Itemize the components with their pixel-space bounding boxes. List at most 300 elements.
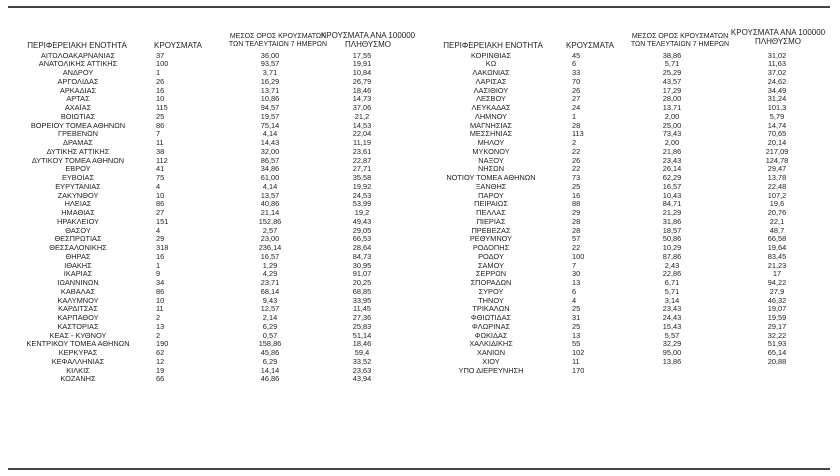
cases-cell: 102 bbox=[572, 348, 585, 357]
rate-cell: 21,23 bbox=[767, 260, 787, 270]
avg-cell: 15,43 bbox=[662, 321, 682, 331]
avg-cell: 236,14 bbox=[258, 243, 282, 252]
rate-cell: 26,79 bbox=[352, 76, 372, 86]
avg-cell: 152,86 bbox=[258, 216, 282, 226]
region-cell: ΛΑΣΙΘΙΟΥ bbox=[473, 85, 509, 95]
region-cell: ΒΟΡΕΙΟΥ ΤΟΜΕΑ ΑΘΗΝΩΝ bbox=[30, 120, 126, 130]
cases-cell: 112 bbox=[156, 155, 168, 165]
region-cell: ΚΑΣΤΟΡΙΑΣ bbox=[57, 321, 99, 331]
region-cell: ΠΡΕΒΕΖΑΣ bbox=[471, 225, 511, 235]
cases-cell: 29 bbox=[156, 234, 165, 244]
rate-cell: 22,87 bbox=[352, 155, 372, 165]
avg-cell: 38,86 bbox=[662, 50, 682, 60]
avg-cell: 158,86 bbox=[258, 339, 282, 349]
cases-cell: 12 bbox=[156, 356, 165, 366]
cases-cell: 22 bbox=[572, 243, 581, 252]
rate-cell: 24,62 bbox=[767, 76, 787, 86]
rate-cell: 29,47 bbox=[767, 164, 787, 174]
rate-cell: 43,94 bbox=[352, 374, 372, 384]
avg-cell: 26,14 bbox=[662, 164, 682, 174]
region-cell: ΘΕΣΠΡΩΤΙΑΣ bbox=[54, 234, 102, 244]
rate-cell: 35,58 bbox=[352, 173, 372, 182]
cases-cell: 28 bbox=[572, 120, 581, 130]
avg-cell: 2,43 bbox=[664, 260, 680, 270]
avg-cell: 23,43 bbox=[662, 304, 682, 314]
avg-cell: 3,14 bbox=[664, 295, 680, 305]
avg-cell: 43,57 bbox=[662, 76, 682, 86]
rate-cell: 84,73 bbox=[352, 251, 372, 261]
rate-cell: 25,83 bbox=[352, 321, 372, 331]
cases-cell: 37 bbox=[156, 50, 165, 60]
cases-cell: 38 bbox=[156, 146, 165, 156]
cases-cell: 19 bbox=[156, 365, 165, 375]
avg-cell: 23,71 bbox=[260, 278, 280, 287]
cases-cell: 10 bbox=[156, 94, 165, 104]
cases-cell: 86 bbox=[156, 286, 165, 296]
region-cell: ΚΑΡΠΑΘΟΥ bbox=[57, 313, 99, 322]
region-cell: ΧΑΝΙΩΝ bbox=[476, 348, 506, 357]
cases-cell: 2 bbox=[572, 138, 577, 147]
cases-cell: 7 bbox=[156, 129, 161, 139]
avg-cell: 50,86 bbox=[662, 234, 682, 244]
header-cases-right: ΚΡΟΥΣΜΑΤΑ bbox=[566, 41, 614, 50]
cases-cell: 13 bbox=[572, 330, 581, 340]
avg-cell: 25,29 bbox=[662, 68, 682, 77]
rate-cell: 20,88 bbox=[767, 356, 787, 366]
region-cell: ΑΡΤΑΣ bbox=[66, 94, 90, 104]
rate-cell: 29,17 bbox=[767, 321, 787, 331]
avg-cell: 28,00 bbox=[662, 94, 682, 104]
cases-cell: 4 bbox=[572, 295, 577, 305]
rate-cell: 20,76 bbox=[767, 208, 787, 217]
rate-cell: 19,6 bbox=[769, 199, 785, 209]
cases-cell: 25 bbox=[156, 111, 165, 121]
cases-cell: 30 bbox=[572, 269, 581, 279]
avg-cell: 61,00 bbox=[260, 173, 280, 182]
region-cell: ΧΙΟΥ bbox=[482, 356, 500, 366]
rate-cell: 18,46 bbox=[352, 339, 372, 349]
rate-cell: 31,02 bbox=[767, 50, 787, 60]
region-cell: ΚΕΝΤΡΙΚΟΥ ΤΟΜΕΑ ΑΘΗΝΩΝ bbox=[26, 339, 130, 349]
region-cell: ΛΕΣΒΟΥ bbox=[476, 94, 506, 104]
cases-cell: 34 bbox=[156, 278, 165, 287]
cases-cell: 16 bbox=[572, 190, 581, 200]
avg-cell: 14,14 bbox=[260, 365, 280, 375]
rate-cell: 70,65 bbox=[767, 129, 787, 139]
rate-cell: 51,14 bbox=[352, 330, 372, 340]
avg-cell: 1,29 bbox=[262, 260, 278, 270]
avg-cell: 62,29 bbox=[662, 173, 682, 182]
avg-cell: 6,29 bbox=[262, 321, 278, 331]
avg-cell: 16,29 bbox=[260, 76, 280, 86]
region-cell: ΑΙΤΩΛΟΑΚΑΡΝΑΝΙΑΣ bbox=[40, 50, 116, 60]
avg-cell: 17,29 bbox=[662, 85, 682, 95]
region-cell: ΛΑΚΩΝΙΑΣ bbox=[472, 68, 510, 77]
cases-cell: 86 bbox=[156, 199, 165, 209]
avg-cell: 3,71 bbox=[262, 68, 278, 77]
rate-cell: 17 bbox=[772, 269, 782, 279]
rate-cell: 23,63 bbox=[352, 365, 372, 375]
avg-cell: 9,43 bbox=[262, 295, 278, 305]
rate-cell: 101,3 bbox=[767, 103, 787, 112]
avg-cell: 16,57 bbox=[662, 181, 682, 191]
avg-cell: 6,71 bbox=[664, 278, 680, 287]
cases-cell: 70 bbox=[572, 76, 581, 86]
avg-cell: 45,86 bbox=[260, 348, 280, 357]
cases-cell: 25 bbox=[572, 321, 581, 331]
rate-cell: 24,53 bbox=[352, 190, 372, 200]
rate-cell: 11,19 bbox=[353, 138, 371, 147]
region-cell: ΗΛΕΙΑΣ bbox=[64, 199, 92, 209]
cases-cell: 26 bbox=[572, 85, 581, 95]
header-rate-line2: ΠΛΗΘΥΣΜΟ bbox=[754, 37, 802, 46]
rate-cell: 13,78 bbox=[767, 173, 787, 182]
region-cell: ΚΩ bbox=[485, 59, 497, 69]
avg-cell: 21,29 bbox=[662, 208, 682, 217]
cases-cell: 28 bbox=[572, 216, 581, 226]
rate-cell: 48,7 bbox=[769, 225, 785, 235]
rate-cell: 19,92 bbox=[352, 181, 372, 191]
region-cell: ΕΒΡΟΥ bbox=[65, 164, 91, 174]
region-cell: ΕΥΒΟΙΑΣ bbox=[61, 173, 95, 182]
region-cell: ΗΜΑΘΙΑΣ bbox=[61, 208, 95, 217]
avg-cell: 73,43 bbox=[662, 129, 682, 139]
cases-cell: 25 bbox=[572, 181, 581, 191]
cases-cell: 11 bbox=[156, 304, 164, 314]
rate-cell: 18,46 bbox=[352, 85, 372, 95]
cases-cell: 1 bbox=[156, 68, 161, 77]
rate-cell: 17,55 bbox=[352, 50, 372, 60]
region-cell: ΚΕΦΑΛΛΗΝΙΑΣ bbox=[51, 356, 105, 366]
cases-cell: 4 bbox=[156, 181, 161, 191]
cases-cell: 66 bbox=[156, 374, 165, 384]
right-table bbox=[420, 52, 840, 376]
cases-cell: 27 bbox=[156, 208, 165, 217]
cases-cell: 318 bbox=[156, 243, 169, 252]
region-cell: ΤΡΙΚΑΛΩΝ bbox=[472, 304, 510, 314]
avg-cell: 6,29 bbox=[262, 356, 278, 366]
region-cell: ΑΝΔΡΟΥ bbox=[62, 68, 94, 77]
cases-cell: 33 bbox=[572, 68, 581, 77]
region-cell: ΧΑΛΚΙΔΙΚΗΣ bbox=[469, 339, 513, 349]
cases-cell: 100 bbox=[572, 251, 585, 261]
region-cell: ΜΥΚΟΝΟΥ bbox=[472, 146, 510, 156]
header-avg-line1: ΜΕΣΟΣ ΟΡΟΣ ΚΡΟΥΣΜΑΤΩΝ bbox=[229, 33, 327, 40]
region-cell: ΔΥΤΙΚΗΣ ΑΤΤΙΚΗΣ bbox=[46, 146, 110, 156]
avg-cell: 2,00 bbox=[664, 138, 680, 147]
region-cell: ΙΩΑΝΝΙΝΩΝ bbox=[57, 278, 99, 287]
rate-cell: 14,53 bbox=[352, 120, 372, 130]
region-cell: ΡΕΘΥΜΝΟΥ bbox=[469, 234, 513, 244]
avg-cell: 34,86 bbox=[260, 164, 280, 174]
avg-cell: 10,86 bbox=[260, 94, 280, 104]
avg-cell: 23,00 bbox=[260, 234, 280, 244]
rate-cell: 33,95 bbox=[352, 295, 372, 305]
rate-cell: 30,95 bbox=[352, 260, 372, 270]
avg-cell: 13,71 bbox=[662, 103, 682, 112]
cases-cell: 62 bbox=[156, 348, 165, 357]
rate-cell: 59,4 bbox=[354, 348, 370, 357]
header-avg-line2: ΤΩΝ ΤΕΛΕΥΤΑΙΩΝ 7 ΗΜΕΡΩΝ bbox=[228, 41, 328, 48]
header-rate-left bbox=[318, 31, 418, 49]
region-cell: ΜΑΓΝΗΣΙΑΣ bbox=[470, 120, 512, 130]
header-cases-left: ΚΡΟΥΣΜΑΤΑ bbox=[154, 41, 202, 50]
rate-cell: 29,05 bbox=[352, 225, 372, 235]
rate-cell: 83,45 bbox=[767, 251, 787, 261]
cases-cell: 41 bbox=[156, 164, 165, 174]
region-cell: ΝΟΤΙΟΥ ΤΟΜΕΑ ΑΘΗΝΩΝ bbox=[446, 173, 536, 182]
header-region-right: ΠΕΡΙΦΕΡΕΙΑΚΗ ΕΝΟΤΗΤΑ bbox=[443, 41, 543, 50]
region-cell: ΑΧΑΪΑΣ bbox=[64, 103, 92, 112]
rate-cell: 37,06 bbox=[352, 103, 372, 112]
rate-cell: 27,71 bbox=[352, 164, 372, 174]
left-table bbox=[0, 52, 420, 385]
region-cell: ΦΩΚΙΔΑΣ bbox=[474, 330, 508, 340]
rate-cell: 19,91 bbox=[352, 59, 372, 69]
rate-cell: 19,64 bbox=[767, 243, 787, 252]
rate-cell: 217,09 bbox=[765, 146, 789, 156]
avg-cell: 94,57 bbox=[260, 103, 280, 112]
region-cell: ΘΑΣΟΥ bbox=[65, 225, 91, 235]
region-cell: ΑΡΚΑΔΙΑΣ bbox=[59, 85, 97, 95]
cases-cell: 31 bbox=[572, 313, 581, 322]
region-cell: ΑΝΑΤΟΛΙΚΗΣ ΑΤΤΙΚΗΣ bbox=[38, 59, 118, 69]
cases-cell: 45 bbox=[572, 50, 581, 60]
region-cell: ΝΑΞΟΥ bbox=[478, 155, 504, 165]
region-cell: ΚΟΖΑΝΗΣ bbox=[60, 374, 96, 384]
avg-cell: 22,86 bbox=[662, 269, 682, 279]
region-cell: ΜΗΛΟΥ bbox=[477, 138, 505, 147]
avg-cell: 32,29 bbox=[662, 339, 682, 349]
region-cell: ΤΗΝΟΥ bbox=[478, 295, 504, 305]
rate-cell: 31,24 bbox=[767, 94, 787, 104]
header-avg-left bbox=[226, 33, 330, 49]
cases-cell: 113 bbox=[572, 129, 584, 139]
avg-cell: 23,43 bbox=[662, 155, 682, 165]
avg-cell: 2,00 bbox=[664, 111, 680, 121]
rate-cell: 11,45 bbox=[353, 304, 371, 314]
rate-cell: 49,43 bbox=[352, 216, 372, 226]
avg-cell: 13,86 bbox=[662, 356, 682, 366]
cases-cell: 73 bbox=[572, 173, 581, 182]
rate-cell: 37,02 bbox=[767, 68, 787, 77]
cases-cell: 6 bbox=[572, 286, 577, 296]
avg-cell: 40,86 bbox=[260, 199, 280, 209]
rate-cell: 66,53 bbox=[352, 234, 372, 244]
rate-cell: 23,61 bbox=[352, 146, 372, 156]
region-cell: ΒΟΙΩΤΙΑΣ bbox=[60, 111, 96, 121]
region-cell: ΚΑΒΑΛΑΣ bbox=[60, 286, 96, 296]
region-cell: ΠΑΡΟΥ bbox=[478, 190, 504, 200]
avg-cell: 36,00 bbox=[260, 50, 280, 60]
cases-cell: 25 bbox=[572, 304, 581, 314]
avg-cell: 24,43 bbox=[662, 313, 682, 322]
rate-cell: 22,1 bbox=[769, 216, 785, 226]
avg-cell: 4,14 bbox=[262, 181, 278, 191]
region-cell: ΣΠΟΡΑΔΩΝ bbox=[470, 278, 512, 287]
avg-cell: 5,57 bbox=[664, 330, 680, 340]
region-cell: ΞΑΝΘΗΣ bbox=[475, 181, 507, 191]
avg-cell: 87,86 bbox=[662, 251, 682, 261]
avg-cell: 19,57 bbox=[260, 111, 280, 121]
avg-cell: 5,71 bbox=[664, 286, 680, 296]
rate-cell: 20,25 bbox=[352, 278, 372, 287]
cases-cell: 1 bbox=[156, 260, 161, 270]
cases-cell: 170 bbox=[572, 365, 585, 375]
rate-cell: 27,9 bbox=[769, 286, 785, 296]
avg-cell: 4,29 bbox=[262, 269, 278, 279]
region-cell: ΚΑΛΥΜΝΟΥ bbox=[57, 295, 99, 305]
cases-cell: 86 bbox=[156, 120, 165, 130]
region-cell: ΝΗΣΩΝ bbox=[477, 164, 505, 174]
rate-cell: 51,93 bbox=[767, 339, 787, 349]
cases-cell: 28 bbox=[572, 225, 581, 235]
region-cell: ΣΑΜΟΥ bbox=[477, 260, 505, 270]
region-cell: ΖΑΚΥΝΘΟΥ bbox=[57, 190, 99, 200]
avg-cell: 16,57 bbox=[260, 251, 280, 261]
rate-cell: 65,14 bbox=[767, 348, 787, 357]
header-avg-line2: ΤΩΝ ΤΕΛΕΥΤΑΙΩΝ 7 ΗΜΕΡΩΝ bbox=[630, 41, 730, 48]
region-cell: ΚΙΛΚΙΣ bbox=[66, 365, 90, 375]
rate-cell: 94,22 bbox=[767, 278, 787, 287]
cases-cell: 57 bbox=[572, 234, 581, 244]
avg-cell: 31,86 bbox=[662, 216, 682, 226]
avg-cell: 12,57 bbox=[260, 304, 280, 314]
avg-cell: 95,00 bbox=[662, 348, 682, 357]
rate-cell: 22,48 bbox=[767, 181, 787, 191]
cases-cell: 24 bbox=[572, 103, 581, 112]
region-cell: ΛΑΡΙΣΑΣ bbox=[475, 76, 507, 86]
region-cell: ΠΕΙΡΑΙΩΣ bbox=[474, 199, 508, 209]
header-avg-line1: ΜΕΣΟΣ ΟΡΟΣ ΚΡΟΥΣΜΑΤΩΝ bbox=[631, 33, 729, 40]
rate-cell: 34,49 bbox=[767, 85, 787, 95]
header-rate-line1: ΚΡΟΥΣΜΑΤΑ ΑΝΑ 100000 bbox=[320, 31, 416, 40]
cases-cell: 55 bbox=[572, 339, 581, 349]
region-cell: ΠΙΕΡΙΑΣ bbox=[476, 216, 506, 226]
region-cell: ΘΗΡΑΣ bbox=[65, 251, 91, 261]
region-cell: ΗΡΑΚΛΕΙΟΥ bbox=[57, 216, 99, 226]
cases-cell: 151 bbox=[156, 216, 169, 226]
avg-cell: 25,00 bbox=[662, 120, 682, 130]
avg-cell: 68,14 bbox=[260, 286, 280, 296]
region-cell: ΕΥΡΥΤΑΝΙΑΣ bbox=[55, 181, 101, 191]
avg-cell: 4,14 bbox=[262, 129, 278, 139]
table-row bbox=[0, 375, 420, 384]
region-cell: ΓΡΕΒΕΝΩΝ bbox=[58, 129, 98, 139]
avg-cell: 84,71 bbox=[662, 199, 682, 209]
region-cell: ΡΟΔΟΥ bbox=[478, 251, 504, 261]
avg-cell: 2,14 bbox=[262, 313, 278, 322]
region-cell: ΔΡΑΜΑΣ bbox=[63, 138, 93, 147]
rate-cell: 46,32 bbox=[767, 295, 787, 305]
rate-cell: 68,85 bbox=[352, 286, 372, 296]
avg-cell: 18,57 bbox=[662, 225, 682, 235]
region-cell: ΙΘΑΚΗΣ bbox=[64, 260, 92, 270]
region-cell: ΛΗΜΝΟΥ bbox=[474, 111, 508, 121]
cases-cell: 29 bbox=[572, 208, 581, 217]
cases-cell: 7 bbox=[572, 260, 577, 270]
cases-cell: 9 bbox=[156, 269, 161, 279]
cases-cell: 190 bbox=[156, 339, 169, 349]
cases-cell: 13 bbox=[156, 321, 165, 331]
header-rate-right bbox=[726, 28, 830, 46]
cases-cell: 11 bbox=[572, 356, 580, 366]
avg-cell: 21,86 bbox=[662, 146, 682, 156]
rate-cell: 11,63 bbox=[768, 59, 786, 69]
cases-cell: 22 bbox=[572, 146, 581, 156]
avg-cell: 14,43 bbox=[260, 138, 280, 147]
cases-cell: 16 bbox=[156, 251, 165, 261]
rate-cell: 14,73 bbox=[352, 94, 372, 104]
rate-cell: 33,52 bbox=[352, 356, 372, 366]
region-cell: ΦΘΙΩΤΙΔΑΣ bbox=[470, 313, 512, 322]
rate-cell: 10,84 bbox=[352, 68, 372, 77]
rate-cell: 14,74 bbox=[767, 120, 787, 130]
header-region-left: ΠΕΡΙΦΕΡΕΙΑΚΗ ΕΝΟΤΗΤΑ bbox=[27, 41, 127, 50]
region-cell: ΣΕΡΡΩΝ bbox=[475, 269, 507, 279]
avg-cell: 86,57 bbox=[260, 155, 280, 165]
rate-cell: 19,07 bbox=[767, 304, 787, 314]
cases-cell: 26 bbox=[156, 76, 165, 86]
cases-cell: 2 bbox=[156, 313, 161, 322]
region-cell: ΚΑΡΔΙΤΣΑΣ bbox=[58, 304, 98, 314]
avg-cell: 10,43 bbox=[662, 190, 682, 200]
cases-cell: 11 bbox=[156, 138, 164, 147]
avg-cell: 32,00 bbox=[260, 146, 280, 156]
rate-cell: 124,78 bbox=[765, 155, 789, 165]
cases-cell: 1 bbox=[572, 111, 577, 121]
cases-cell: 2 bbox=[156, 330, 161, 340]
avg-cell: 75,14 bbox=[260, 120, 280, 130]
header-rate-line1: ΚΡΟΥΣΜΑΤΑ ΑΝΑ 100000 bbox=[730, 28, 826, 37]
rate-cell: 22,04 bbox=[352, 129, 372, 139]
region-cell: ΜΕΣΣΗΝΙΑΣ bbox=[469, 129, 513, 139]
rate-cell: 28,64 bbox=[352, 243, 372, 252]
table-row bbox=[420, 367, 840, 376]
region-cell: ΑΡΓΟΛΙΔΑΣ bbox=[57, 76, 99, 86]
region-cell: ΚΕΑΣ - ΚΥΘΝΟΥ bbox=[49, 330, 107, 340]
header-avg-right bbox=[628, 33, 732, 49]
cases-cell: 100 bbox=[156, 59, 169, 69]
avg-cell: 10,29 bbox=[662, 243, 682, 252]
cases-cell: 10 bbox=[156, 295, 165, 305]
avg-cell: 2,57 bbox=[262, 225, 278, 235]
region-cell: ΛΕΥΚΑΔΑΣ bbox=[471, 103, 511, 112]
rate-cell: 19,59 bbox=[767, 313, 787, 322]
region-cell: ΚΟΡΙΝΘΙΑΣ bbox=[470, 50, 512, 60]
cases-cell: 22 bbox=[572, 164, 581, 174]
cases-cell: 10 bbox=[156, 190, 165, 200]
avg-cell: 0,57 bbox=[262, 330, 278, 340]
cases-cell: 4 bbox=[156, 225, 161, 235]
rate-cell: 21,2 bbox=[354, 111, 370, 121]
rate-cell: 66,58 bbox=[767, 234, 787, 244]
header-rate-line2: ΠΛΗΘΥΣΜΟ bbox=[344, 40, 392, 49]
cases-cell: 27 bbox=[572, 94, 581, 104]
cases-cell: 88 bbox=[572, 199, 581, 209]
rate-cell: 27,36 bbox=[352, 313, 372, 322]
region-cell: ΠΕΛΛΑΣ bbox=[476, 208, 506, 217]
region-cell: ΘΕΣΣΑΛΟΝΙΚΗΣ bbox=[49, 243, 107, 252]
avg-cell: 13,71 bbox=[260, 85, 280, 95]
avg-cell: 5,71 bbox=[664, 59, 680, 69]
rate-cell: 107,2 bbox=[767, 190, 787, 200]
cases-cell: 75 bbox=[156, 173, 165, 182]
cases-cell: 6 bbox=[572, 59, 577, 69]
cases-cell: 16 bbox=[156, 85, 165, 95]
cases-cell: 115 bbox=[156, 103, 168, 112]
region-cell: ΥΠΟ ΔΙΕΡΕΥΝΗΣΗ bbox=[458, 365, 524, 375]
